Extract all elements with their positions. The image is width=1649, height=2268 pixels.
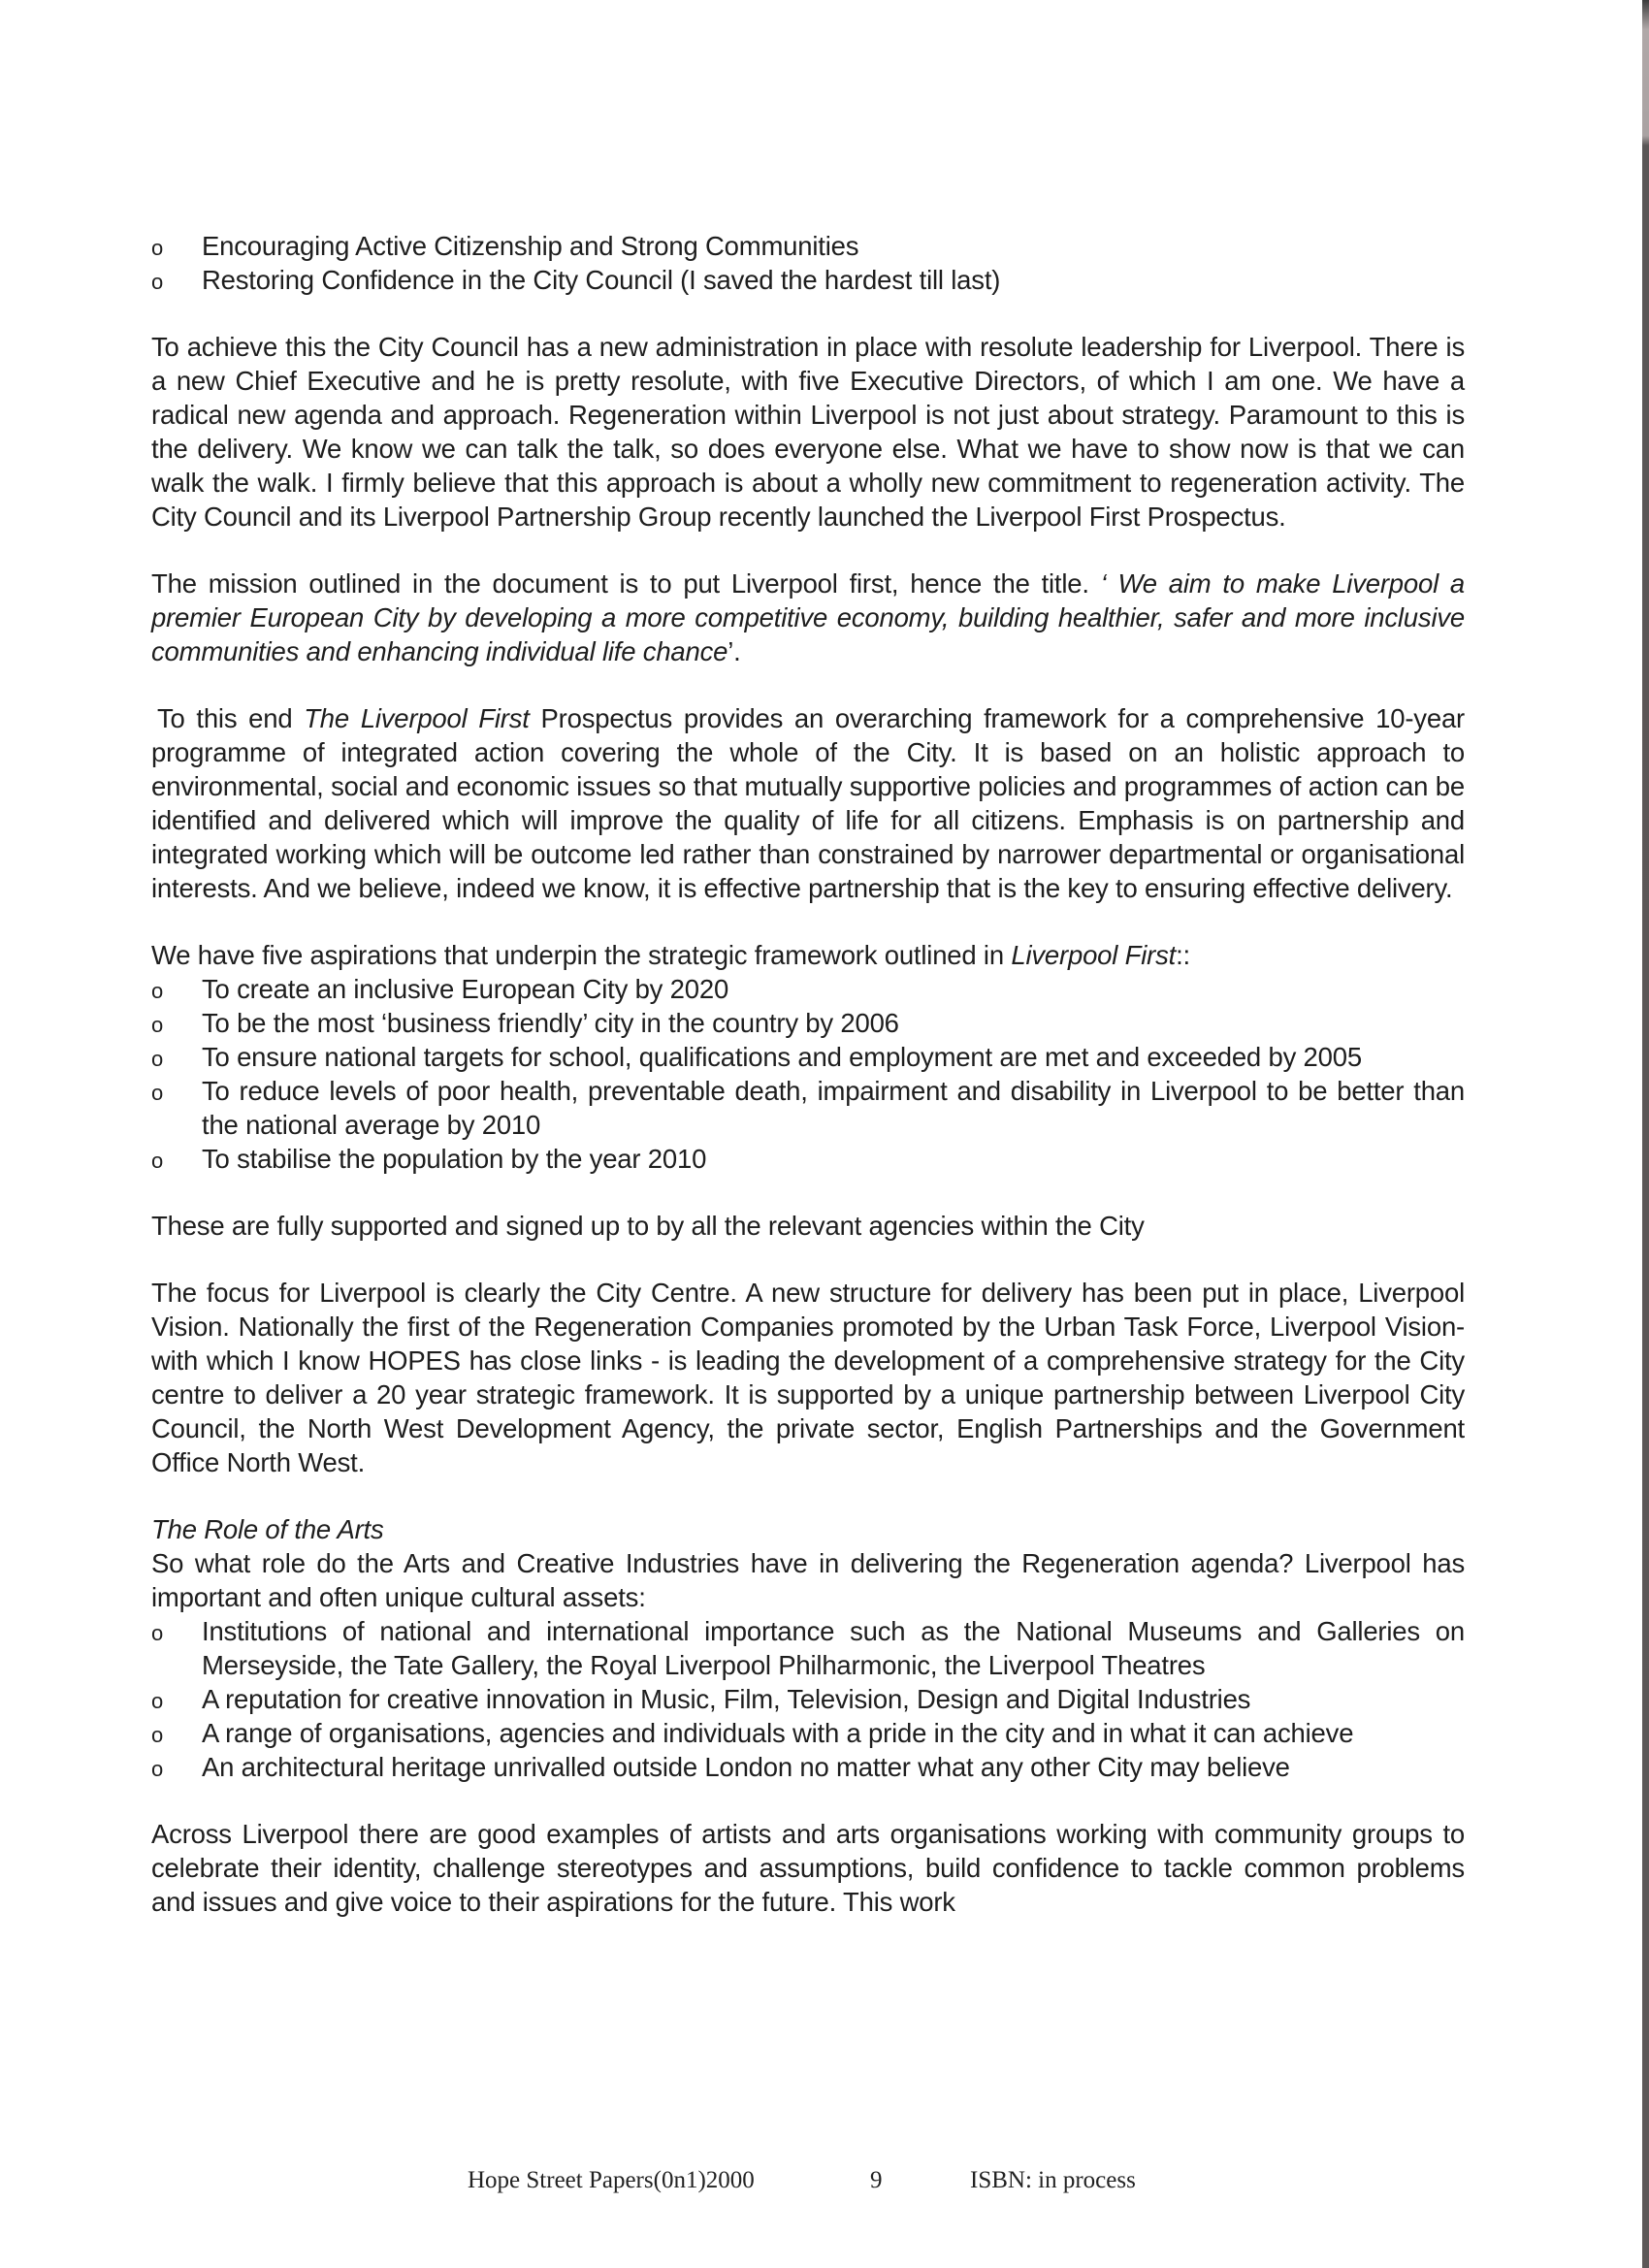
list-item: o A range of organisations, agencies and individuals with a pride in the city and in what it can achieve: [151, 1716, 1465, 1750]
footer-publication: Hope Street Papers(0n1)2000: [468, 2167, 755, 2193]
list-item: o To be the most ‘business friendly’ city in the country by 2006: [151, 1006, 1465, 1040]
hollow-bullet-icon: [151, 265, 163, 299]
list-item: o A reputation for creative innovation in Music, Film, Television, Design and Digital Industries: [151, 1682, 1465, 1716]
paragraph-supported: These are fully supported and signed up to by all the relevant agencies within the City: [151, 1211, 1145, 1241]
paragraph-prospectus: To this end The Liverpool First Prospectus provides an overarching framework for a comprehensive 10-year programme of integrated action covering the whole of the City. It is based on an holistic approach to environmental, social and economic issues so that mutually supportive policies and programmes of action can be identified and delivered which will improve the quality of life for all citizens. Emphasis is on partnership and integrated working which will be outcome led rather than constrained by narrower departmental or organisational interests. And we believe, indeed we know, it is effective partnership that is the key to ensuring effective delivery.: [151, 703, 1465, 903]
hollow-bullet-icon: [151, 231, 163, 265]
scan-page-edge: [1642, 0, 1649, 2268]
footer-page-number: 9: [870, 2167, 883, 2193]
list-item: o To reduce levels of poor health, preventable death, impairment and disability in Liverpool to be better than the national average by 2010: [151, 1074, 1465, 1142]
prospectus-title: The Liverpool First: [304, 703, 530, 733]
liverpool-first-title: Liverpool First: [1011, 940, 1177, 970]
hollow-bullet-icon: [151, 1042, 163, 1076]
footer-isbn: ISBN: in process: [970, 2167, 1136, 2193]
mission-quote: ‘ We aim to make Liverpool a premier European City by developing a more competitive economy, building healthier, safer and more inclusive communities and enhancing individual life chance: [151, 568, 1465, 666]
list-item: o Restoring Confidence in the City Council (I saved the hardest till last): [151, 263, 1465, 297]
hollow-bullet-icon: [151, 1684, 163, 1718]
list-item: o An architectural heritage unrivalled outside London no matter what any other City may believe: [151, 1750, 1465, 1784]
hollow-bullet-icon: [151, 1752, 163, 1786]
list-item: o To stabilise the population by the year 2010: [151, 1142, 1465, 1176]
cultural-assets-list: [151, 1614, 1465, 1784]
priorities-list: [151, 229, 1465, 297]
list-item: o Encouraging Active Citizenship and Strong Communities: [151, 229, 1465, 263]
document-body: [151, 229, 1465, 1952]
paragraph-city-centre-focus: The focus for Liverpool is clearly the City Centre. A new structure for delivery has been put in place, Liverpool Vision. Nationally the first of the Regeneration Companies promoted by the Urban Task Force, Liverpool Vision- with which I know HOPES has close links - is leading the development of a comprehensive strategy for the City centre to deliver a 20 year strategic framework. It is supported by a unique partnership between Liverpool City Council, the North West Development Agency, the private sector, English Partnerships and the Government Office North West.: [151, 1278, 1465, 1477]
list-item: o To create an inclusive European City by 2020: [151, 972, 1465, 1006]
paragraph-across-liverpool: Across Liverpool there are good examples of artists and arts organisations working with community groups to celebrate their identity, challenge stereotypes and assumptions, build confidence to tackle common problems and issues and give voice to their aspirations for the future. This work: [151, 1819, 1465, 1917]
aspirations-intro: We have five aspirations that underpin the strategic framework outlined in Liverpool First::: [151, 940, 1190, 970]
hollow-bullet-icon: [151, 1616, 163, 1650]
paragraph-administration: To achieve this the City Council has a new administration in place with resolute leadership for Liverpool. There is a new Chief Executive and he is pretty resolute, with five Executive Directors, of which I am one. We have a radical new agenda and approach. Regeneration within Liverpool is not just about strategy. Paramount to this is the delivery. We know we can talk the talk, so does everyone else. What we have to show now is that we can walk the walk. I firmly believe that this approach is about a wholly new commitment to regeneration activity. The City Council and its Liverpool Partnership Group recently launched the Liverpool First Prospectus.: [151, 332, 1465, 532]
aspirations-list: [151, 972, 1465, 1176]
list-item: o To ensure national targets for school, qualifications and employment are met and exceeded by 2005: [151, 1040, 1465, 1074]
hollow-bullet-icon: [151, 1144, 163, 1178]
section-heading-role-of-arts: The Role of the Arts: [151, 1514, 384, 1544]
arts-intro: So what role do the Arts and Creative Industries have in delivering the Regeneration agenda? Liverpool has important and often unique cultural assets:: [151, 1548, 1465, 1612]
paragraph-mission: The mission outlined in the document is to put Liverpool first, hence the title. ‘ We aim to make Liverpool a premier European City by developing a more competitive economy, building healthier, safer and more inclusive communities and enhancing individual life chance’.: [151, 568, 1465, 666]
hollow-bullet-icon: [151, 974, 163, 1008]
list-item: o Institutions of national and international importance such as the National Museums and Galleries on Merseyside, the Tate Gallery, the Royal Liverpool Philharmonic, the Liverpool Theatres: [151, 1614, 1465, 1682]
hollow-bullet-icon: [151, 1718, 163, 1752]
hollow-bullet-icon: [151, 1076, 163, 1110]
hollow-bullet-icon: [151, 1008, 163, 1042]
